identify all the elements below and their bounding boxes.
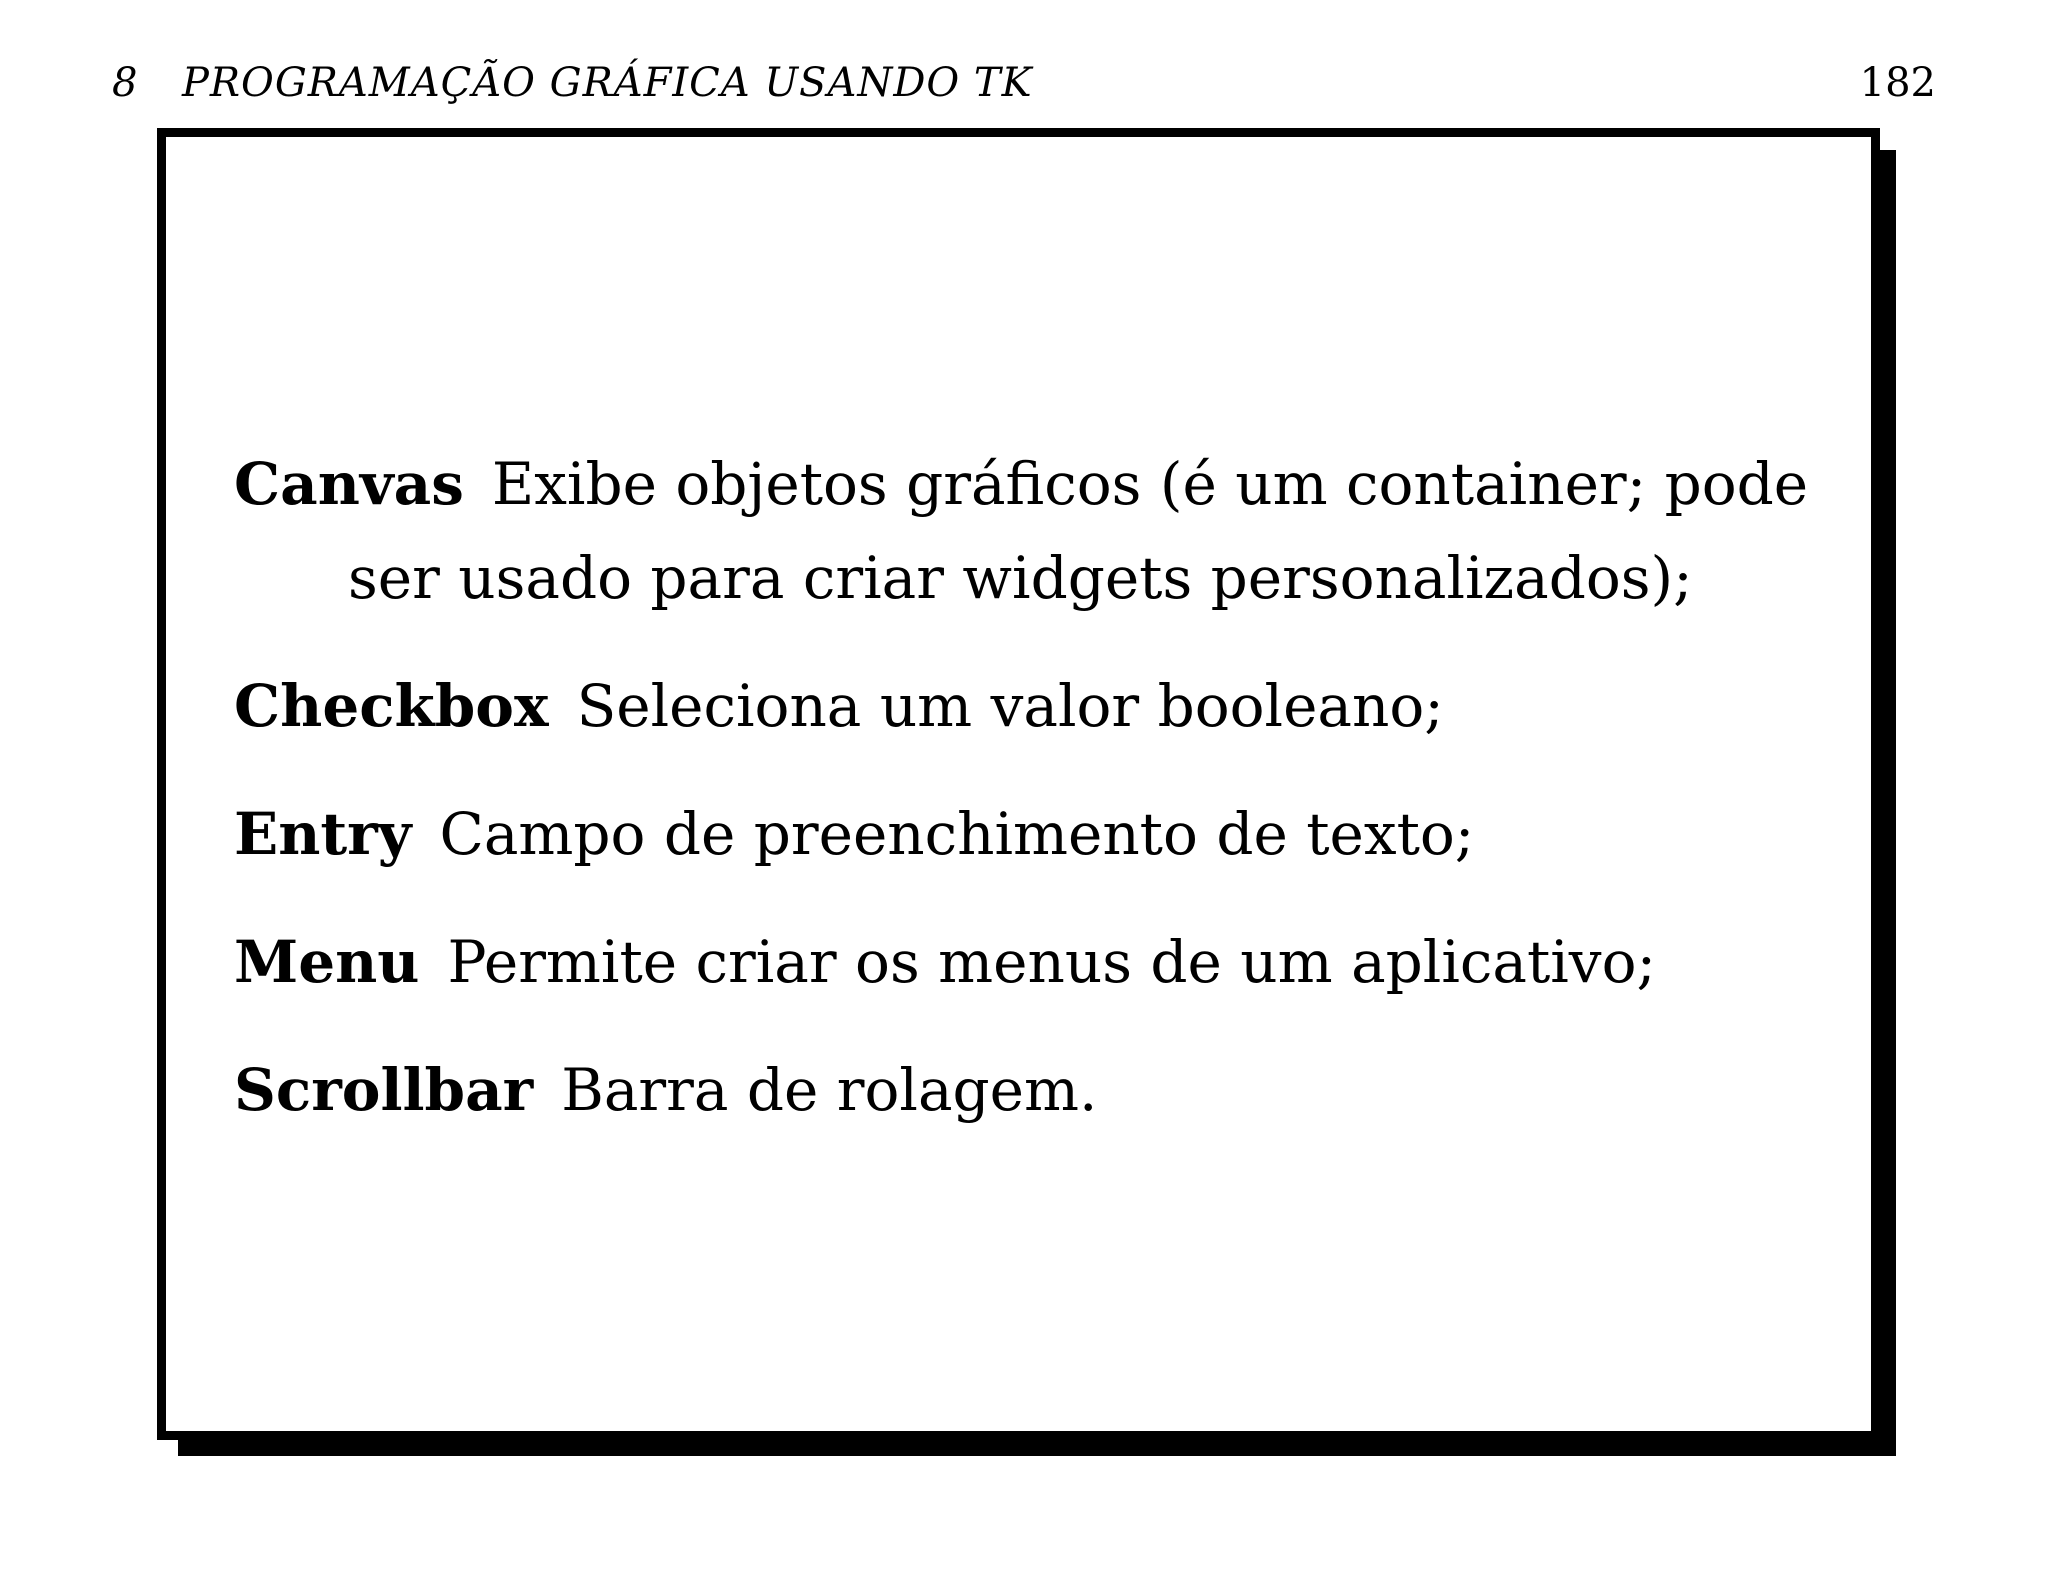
page-number: 182 xyxy=(1859,60,1936,106)
list-item xyxy=(234,915,1823,1009)
list-item xyxy=(234,437,1823,625)
running-header xyxy=(112,58,1936,108)
definition-list xyxy=(234,437,1823,1171)
item-description: Seleciona um valor booleano; xyxy=(576,672,1444,740)
list-item xyxy=(234,659,1823,753)
chapter-number: 8 xyxy=(112,60,138,106)
chapter-title: PROGRAMAÇÃO GRÁFICA USANDO TK xyxy=(182,60,1033,106)
item-term: Menu xyxy=(234,928,420,996)
item-description: Barra de rolagem. xyxy=(561,1056,1098,1124)
item-description: Permite criar os menus de um aplicativo; xyxy=(447,928,1657,996)
item-term: Scrollbar xyxy=(234,1056,534,1124)
item-description: Campo de preenchimento de texto; xyxy=(439,800,1475,868)
slide-frame xyxy=(157,128,1880,1440)
item-term: Canvas xyxy=(234,450,464,518)
item-description: Exibe objetos gráficos (é um container; pode ser usado para criar widgets personalizados); xyxy=(348,450,1809,612)
list-item xyxy=(234,1043,1823,1137)
item-term: Entry xyxy=(234,800,412,868)
item-term: Checkbox xyxy=(234,672,549,740)
list-item xyxy=(234,787,1823,881)
